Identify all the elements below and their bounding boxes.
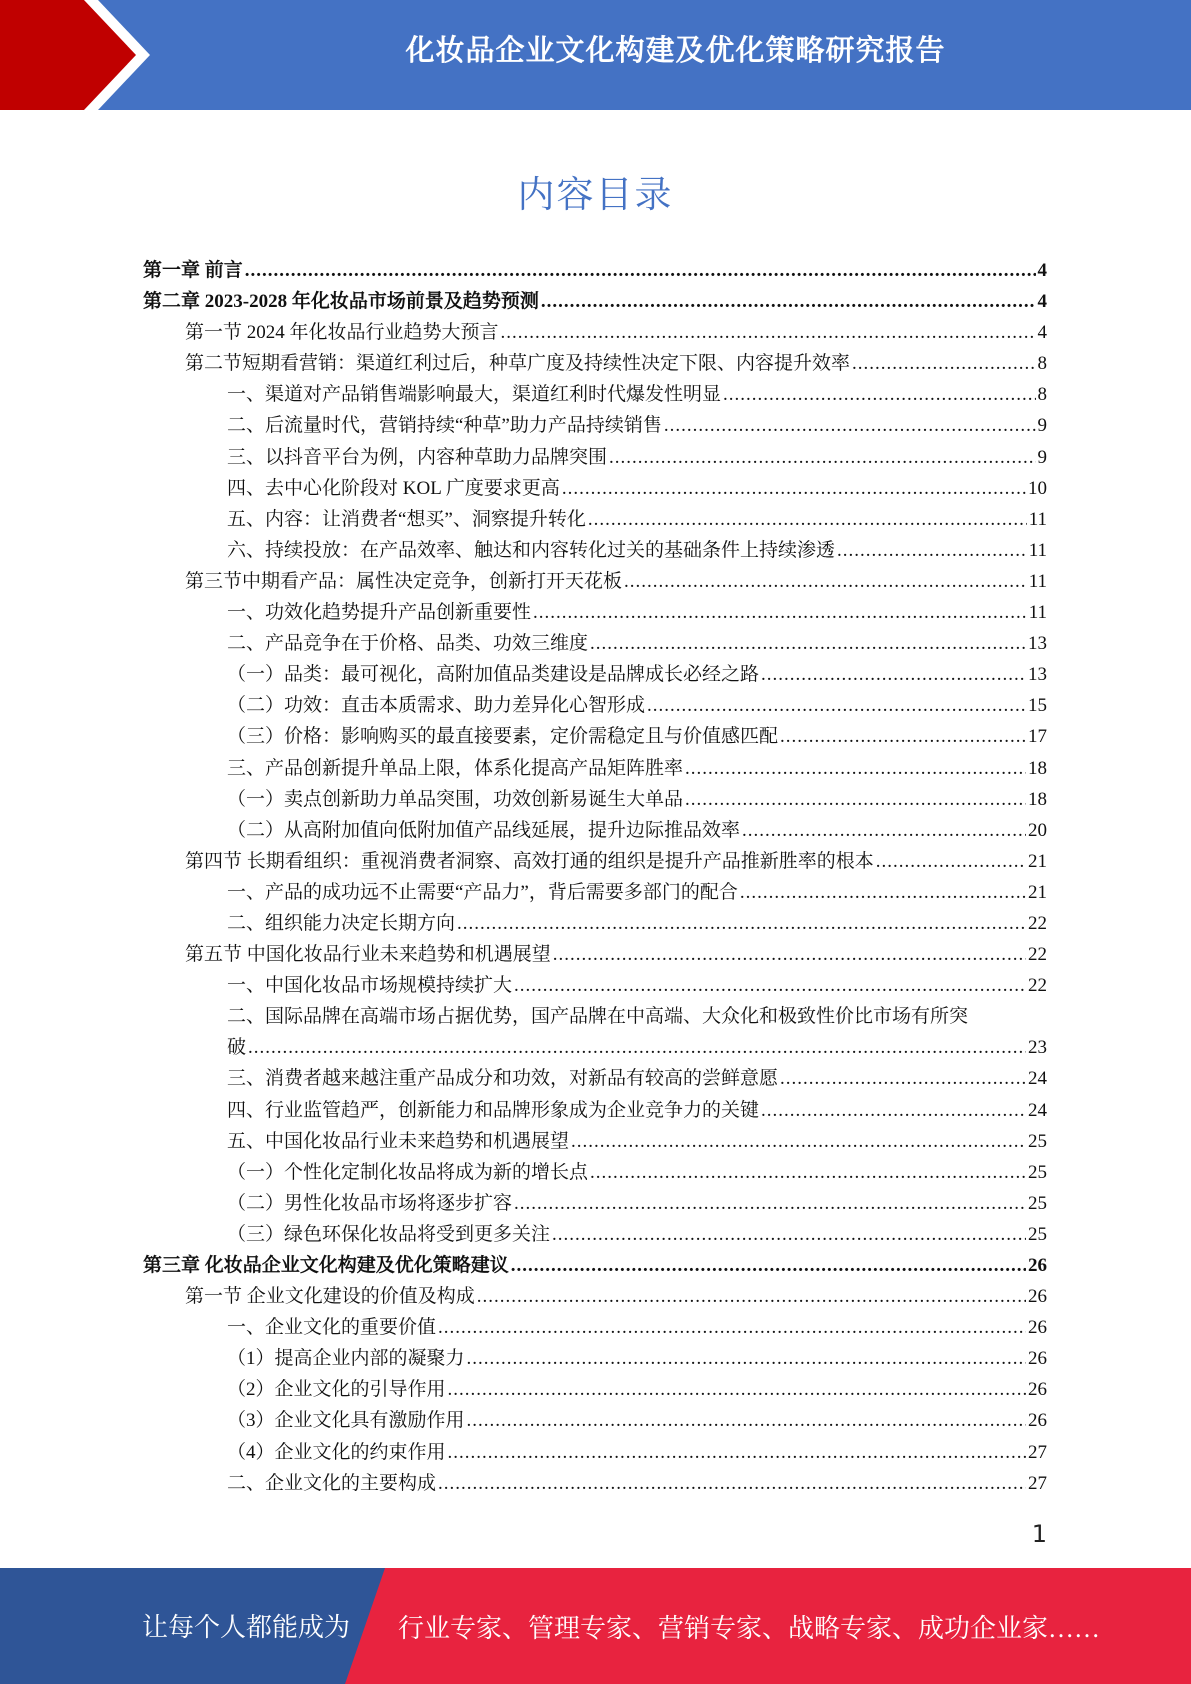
- table-of-contents: [143, 255, 1047, 1499]
- toc-dot-leader: [685, 789, 1026, 811]
- toc-heading: 内容目录: [517, 173, 674, 216]
- toc-entry-title: 第四节 长期看组织：重视消费者洞察、高效打通的组织是提升产品推新胜率的根本: [185, 850, 874, 872]
- toc-dot-leader: [742, 820, 1026, 842]
- toc-entry-title: （1）提高企业内部的凝聚力: [227, 1348, 465, 1370]
- toc-entry-page: 27: [1028, 1472, 1047, 1494]
- toc-entry[interactable]: [143, 1126, 1047, 1157]
- toc-dot-leader: [438, 1317, 1026, 1339]
- toc-entry-title: 第三章 化妆品企业文化构建及优化策略建议: [143, 1255, 509, 1276]
- toc-dot-leader: [647, 695, 1026, 717]
- toc-dot-leader: [245, 260, 1036, 282]
- toc-entry-title: 第一节 2024 年化妆品行业趋势大预言: [185, 322, 499, 344]
- toc-entry-title: 第一章 前言: [143, 260, 243, 281]
- toc-entry-title: 二、产品竞争在于价格、品类、功效三维度: [227, 633, 589, 655]
- toc-entry-title: 一、企业文化的重要价值: [227, 1317, 437, 1339]
- toc-dot-leader: [761, 664, 1026, 686]
- toc-entry-title: 四、去中心化阶段对 KOL 广度要求更高: [227, 477, 560, 499]
- toc-entry-title: 第二节短期看营销：渠道红利过后，种草广度及持续性决定下限、内容提升效率: [185, 353, 851, 375]
- toc-dot-leader: [624, 571, 1027, 593]
- toc-entry-page: 13: [1028, 664, 1047, 686]
- toc-entry-title: 第一节 企业文化建设的价值及构成: [185, 1286, 475, 1308]
- toc-entry[interactable]: [143, 348, 1047, 379]
- toc-entry-page: 18: [1028, 788, 1047, 810]
- toc-dot-leader: [852, 353, 1035, 375]
- toc-dot-leader: [501, 322, 1036, 344]
- toc-dot-leader: [541, 291, 1036, 313]
- header-arrow-decoration: [0, 0, 170, 110]
- toc-entry-title: 二、组织能力决定长期方向: [227, 912, 456, 934]
- toc-entry[interactable]: [143, 721, 1047, 752]
- header-title: 化妆品企业文化构建及优化策略研究报告: [405, 33, 946, 67]
- toc-entry-title: 四、行业监管趋严，创新能力和品牌形象成为企业竞争力的关键: [227, 1099, 760, 1121]
- toc-entry-page: 24: [1028, 1068, 1047, 1090]
- toc-entry[interactable]: [143, 566, 1047, 597]
- toc-entry-title: 三、以抖音平台为例，内容种草助力品牌突围: [227, 446, 608, 468]
- toc-entry-title: 五、内容：让消费者“想买”、洞察提升转化: [227, 508, 586, 530]
- toc-entry-title: 二、后流量时代，营销持续“种草”助力产品持续销售: [227, 415, 662, 437]
- toc-entry-page: 9: [1037, 415, 1047, 437]
- toc-entry-page: 11: [1028, 570, 1047, 592]
- toc-dot-leader: [571, 1131, 1026, 1153]
- toc-entry[interactable]: [143, 410, 1047, 441]
- toc-entry-title: （一）卖点创新助力单品突围，功效创新易诞生大单品: [227, 788, 684, 810]
- toc-entry-page: 26: [1028, 1317, 1047, 1339]
- toc-dot-leader: [590, 633, 1026, 655]
- toc-entry-title: （三）绿色环保化妆品将受到更多关注: [227, 1223, 551, 1245]
- toc-entry[interactable]: [143, 597, 1047, 628]
- toc-entry-page: 26: [1028, 1286, 1047, 1308]
- toc-entry-page: 22: [1028, 944, 1047, 966]
- toc-entry-page: 8: [1037, 353, 1047, 375]
- toc-entry[interactable]: [143, 815, 1047, 846]
- toc-dot-leader: [477, 1286, 1026, 1308]
- toc-entry[interactable]: [143, 1219, 1047, 1250]
- toc-entry[interactable]: [143, 317, 1047, 348]
- toc-dot-leader: [723, 384, 1035, 406]
- toc-dot-leader: [514, 1193, 1026, 1215]
- toc-entry-title: 一、功效化趋势提升产品创新重要性: [227, 602, 532, 624]
- toc-dot-leader: [664, 415, 1036, 437]
- toc-entry-page: 11: [1028, 508, 1047, 530]
- toc-entry-page: 4: [1037, 291, 1047, 313]
- toc-entry[interactable]: [143, 659, 1047, 690]
- toc-entry-page: 26: [1028, 1348, 1047, 1370]
- toc-entry[interactable]: [143, 846, 1047, 877]
- toc-entry-page: 25: [1028, 1161, 1047, 1183]
- toc-entry[interactable]: [143, 753, 1047, 784]
- toc-entry[interactable]: [143, 1343, 1047, 1374]
- toc-entry-title: （三）价格：影响购买的最直接要素，定价需稳定且与价值感匹配: [227, 726, 779, 748]
- toc-entry[interactable]: [143, 1437, 1047, 1468]
- page-number: 1: [1031, 1520, 1047, 1548]
- toc-entry-title: 第五节 中国化妆品行业未来趋势和机遇展望: [185, 944, 551, 966]
- toc-entry[interactable]: [143, 535, 1047, 566]
- toc-dot-leader: [876, 851, 1026, 873]
- toc-entry-title: 三、产品创新提升单品上限，体系化提高产品矩阵胜率: [227, 757, 684, 779]
- toc-entry-page: 11: [1028, 602, 1047, 624]
- page-header: [0, 0, 1191, 110]
- toc-dot-leader: [467, 1410, 1026, 1432]
- toc-entry-page: 27: [1028, 1441, 1047, 1463]
- toc-dot-leader: [761, 1100, 1026, 1122]
- toc-entry-page: 11: [1028, 539, 1047, 561]
- toc-entry[interactable]: [143, 784, 1047, 815]
- toc-entry[interactable]: [143, 1468, 1047, 1499]
- toc-entry-page: 26: [1028, 1379, 1047, 1401]
- toc-entry[interactable]: [143, 1157, 1047, 1188]
- toc-entry[interactable]: [143, 504, 1047, 535]
- toc-dot-leader: [609, 447, 1035, 469]
- toc-entry[interactable]: [143, 1374, 1047, 1405]
- toc-entry-page: 15: [1028, 695, 1047, 717]
- toc-entry-page: 25: [1028, 1223, 1047, 1245]
- toc-entry-page: 26: [1028, 1410, 1047, 1432]
- toc-entry[interactable]: [143, 908, 1047, 939]
- toc-entry[interactable]: [143, 970, 1047, 1001]
- toc-entry-title: 五、中国化妆品行业未来趋势和机遇展望: [227, 1130, 570, 1152]
- toc-entry-title: 六、持续投放：在产品效率、触达和内容转化过关的基础条件上持续渗透: [227, 539, 836, 561]
- toc-entry-page: 22: [1028, 912, 1047, 934]
- toc-dot-leader: [552, 1224, 1026, 1246]
- toc-entry[interactable]: [143, 442, 1047, 473]
- page-footer: [0, 1568, 1191, 1684]
- toc-dot-leader: [448, 1442, 1026, 1464]
- toc-entry-page: 10: [1028, 477, 1047, 499]
- toc-entry[interactable]: [143, 1063, 1047, 1094]
- toc-entry[interactable]: [143, 1312, 1047, 1343]
- toc-dot-leader: [553, 944, 1026, 966]
- toc-entry[interactable]: [143, 1188, 1047, 1219]
- toc-entry[interactable]: [143, 255, 1047, 286]
- toc-entry[interactable]: [143, 1405, 1047, 1436]
- toc-dot-leader: [248, 1037, 1026, 1059]
- toc-entry-title: 第二章 2023-2028 年化妆品市场前景及趋势预测: [143, 291, 539, 313]
- toc-entry[interactable]: [143, 628, 1047, 659]
- toc-entry-page: 26: [1028, 1255, 1047, 1276]
- toc-entry-page: 9: [1037, 446, 1047, 468]
- toc-entry-title: 一、产品的成功远不止需要“产品力”，背后需要多部门的配合: [227, 881, 738, 903]
- toc-dot-leader: [837, 540, 1027, 562]
- toc-dot-leader: [590, 1162, 1026, 1184]
- toc-entry[interactable]: [143, 473, 1047, 504]
- toc-entry[interactable]: [143, 1095, 1047, 1126]
- toc-dot-leader: [457, 913, 1026, 935]
- toc-dot-leader: [780, 726, 1026, 748]
- toc-entry-title: （3）企业文化具有激励作用: [227, 1410, 465, 1432]
- toc-dot-leader: [533, 602, 1027, 624]
- toc-dot-leader: [588, 509, 1027, 531]
- toc-entry-title: 一、渠道对产品销售端影响最大，渠道红利时代爆发性明显: [227, 384, 722, 406]
- toc-entry-page: 4: [1037, 322, 1047, 344]
- toc-entry-title: 一、中国化妆品市场规模持续扩大: [227, 975, 513, 997]
- toc-entry[interactable]: [143, 286, 1047, 317]
- toc-dot-leader: [685, 758, 1026, 780]
- toc-entry[interactable]: [143, 939, 1047, 970]
- toc-entry[interactable]: [143, 1001, 1047, 1063]
- toc-entry-page: 4: [1037, 260, 1047, 281]
- toc-entry-title: （一）品类：最可视化，高附加值品类建设是品牌成长必经之路: [227, 664, 760, 686]
- toc-entry-page: 17: [1028, 726, 1047, 748]
- toc-entry-title: 三、消费者越来越注重产品成分和功效，对新品有较高的尝鲜意愿: [227, 1068, 779, 1090]
- toc-entry-title: （2）企业文化的引导作用: [227, 1379, 446, 1401]
- toc-entry[interactable]: [143, 877, 1047, 908]
- toc-entry-page: 25: [1028, 1192, 1047, 1214]
- toc-dot-leader: [448, 1379, 1026, 1401]
- toc-entry-title: 二、企业文化的主要构成: [227, 1472, 437, 1494]
- toc-entry-title: （二）从高附加值向低附加值产品线延展，提升边际推品效率: [227, 819, 741, 841]
- toc-entry-page: 13: [1028, 633, 1047, 655]
- toc-entry-page: 25: [1028, 1130, 1047, 1152]
- toc-entry-title-continued: 破: [227, 1037, 247, 1059]
- toc-entry-page: 8: [1037, 384, 1047, 406]
- toc-dot-leader: [562, 478, 1026, 500]
- toc-entry[interactable]: [143, 1250, 1047, 1281]
- toc-dot-leader: [740, 882, 1026, 904]
- toc-entry-page: 20: [1028, 819, 1047, 841]
- toc-dot-leader: [780, 1068, 1026, 1090]
- footer-slogan-right: 行业专家、管理专家、营销专家、战略专家、成功企业家……: [398, 1614, 1101, 1643]
- toc-entry-page: 22: [1028, 975, 1047, 997]
- toc-entry-title: （二）功效：直击本质需求、助力差异化心智形成: [227, 695, 646, 717]
- toc-entry[interactable]: [143, 1281, 1047, 1312]
- toc-entry-page: 23: [1028, 1037, 1047, 1059]
- toc-entry-page: 21: [1028, 881, 1047, 903]
- toc-entry-title: （一）个性化定制化妆品将成为新的增长点: [227, 1161, 589, 1183]
- toc-entry[interactable]: [143, 379, 1047, 410]
- toc-entry-title: （二）男性化妆品市场将逐步扩容: [227, 1192, 513, 1214]
- toc-entry-title: （4）企业文化的约束作用: [227, 1441, 446, 1463]
- toc-dot-leader: [467, 1348, 1026, 1370]
- toc-entry-page: 24: [1028, 1099, 1047, 1121]
- toc-entry-title: 二、国际品牌在高端市场占据优势，国产品牌在中高端、大众化和极致性价比市场有所突: [227, 1006, 969, 1028]
- footer-slogan-left: 让每个人都能成为: [142, 1613, 351, 1642]
- toc-dot-leader: [438, 1473, 1026, 1495]
- toc-entry[interactable]: [143, 690, 1047, 721]
- toc-entry-page: 21: [1028, 850, 1047, 872]
- toc-entry-page: 18: [1028, 757, 1047, 779]
- toc-dot-leader: [514, 975, 1026, 997]
- toc-entry-title: 第三节中期看产品：属性决定竞争，创新打开天花板: [185, 570, 623, 592]
- toc-dot-leader: [511, 1255, 1026, 1277]
